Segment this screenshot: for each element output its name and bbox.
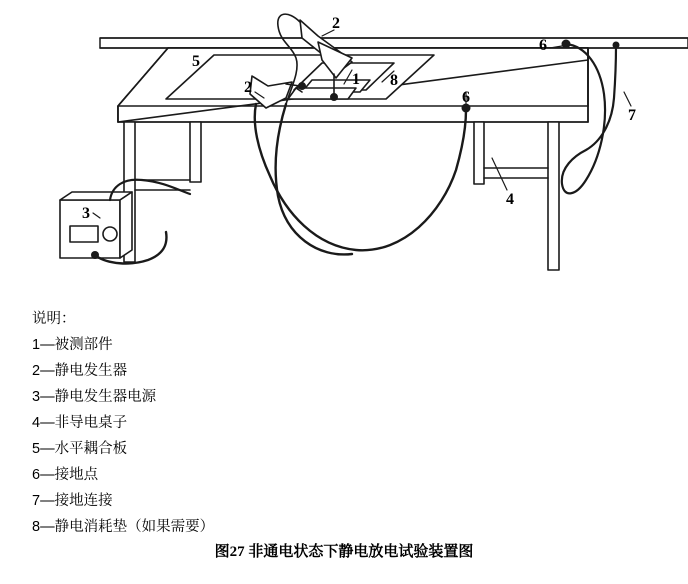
legend-item: 1—被测部件 — [32, 337, 113, 353]
label-2b: 2 — [244, 79, 252, 96]
ground-rail — [100, 38, 688, 48]
esd-test-setup-diagram — [0, 0, 688, 290]
label-3: 3 — [82, 205, 90, 222]
legend-item: 4—非导电桌子 — [32, 415, 128, 431]
legend-item: 3—静电发生器电源 — [32, 389, 157, 405]
legend-item: 7—接地连接 — [32, 493, 113, 509]
esd-generator-power-supply — [60, 192, 132, 258]
label-7: 7 — [628, 107, 636, 124]
legend-item: 2—静电发生器 — [32, 363, 128, 379]
legend-title: 说明： — [32, 311, 76, 327]
label-2a: 2 — [332, 15, 340, 32]
legend-item: 8—静电消耗垫（如果需要） — [32, 519, 215, 535]
legend-item: 5—水平耦合板 — [32, 441, 128, 457]
label-4: 4 — [506, 191, 514, 208]
ground-cable-left — [255, 104, 466, 250]
ground-connection-terminal — [613, 42, 620, 49]
label-1: 1 — [352, 71, 360, 88]
power-supply-terminal — [91, 251, 99, 259]
label-5: 5 — [192, 53, 200, 70]
legend — [32, 306, 452, 540]
label-6a: 6 — [462, 89, 470, 106]
label-6b: 6 — [539, 37, 547, 54]
label-8: 8 — [390, 72, 398, 89]
figure-caption: 图27 非通电状态下静电放电试验装置图 — [214, 544, 474, 560]
ground-cable-upper — [276, 104, 352, 254]
legend-item: 6—接地点 — [32, 467, 99, 483]
